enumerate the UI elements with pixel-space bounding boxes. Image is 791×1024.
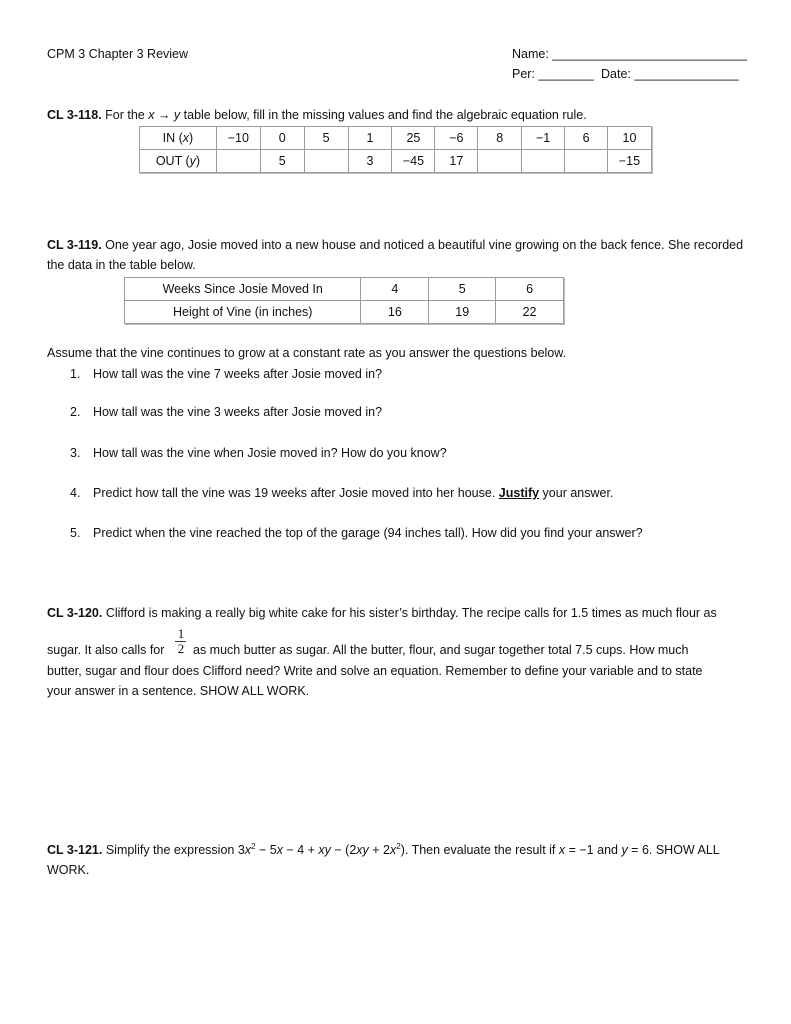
question-number: 5. [70, 526, 81, 540]
weeks-cell: 6 [496, 278, 564, 301]
in-cell: 6 [565, 127, 608, 150]
out-cell: 3 [348, 150, 392, 173]
weeks-header: Weeks Since Josie Moved In [125, 278, 361, 301]
q120-label: CL 3-120. [47, 606, 103, 620]
question-text: How tall was the vine 3 weeks after Josie moved in? [93, 405, 383, 419]
in-cell: −6 [435, 127, 478, 150]
out-cell[interactable] [565, 150, 608, 173]
date-field[interactable]: Date: _______________ [601, 67, 739, 81]
height-header: Height of Vine (in inches) [125, 301, 361, 324]
justify-emphasis: Justify [498, 486, 540, 500]
in-cell: −1 [522, 127, 565, 150]
q119-label: CL 3-119. [47, 238, 102, 252]
weeks-cell: 5 [429, 278, 496, 301]
q120-line1: CL 3-120. Clifford is making a really big white cake for his sister’s birthday. The recipe calls for 1.5 times as much flour as [47, 606, 717, 620]
period-field[interactable]: Per: ________ [512, 67, 595, 81]
fraction-numerator: 1 [177, 626, 185, 641]
arrow-icon: → [154, 108, 174, 122]
q118-prompt: CL 3-118. For the x → y table below, fill in the missing values and find the algebraic equation rule. [47, 108, 587, 122]
weeks-cell: 4 [361, 278, 429, 301]
q118-xy-table [139, 126, 652, 173]
q120-line2a: sugar. It also calls for [47, 643, 165, 657]
table-row-out [140, 150, 652, 173]
out-cell[interactable] [304, 150, 348, 173]
table-row-height [125, 301, 564, 324]
in-cell: 8 [478, 127, 522, 150]
q118-label: CL 3-118. [47, 108, 102, 122]
out-cell[interactable] [478, 150, 522, 173]
table-row-weeks [125, 278, 564, 301]
q120-line4: your answer in a sentence. SHOW ALL WORK. [47, 684, 310, 698]
in-cell: −10 [216, 127, 260, 150]
in-cell: 0 [260, 127, 304, 150]
q121-line2: WORK. [47, 863, 90, 877]
q119-vine-table [124, 277, 564, 324]
q120-line2b: as much butter as sugar. All the butter, flour, and sugar together total 7.5 cups. How much [193, 643, 689, 657]
worksheet-title: CPM 3 Chapter 3 Review [47, 47, 189, 61]
question-number: 2. [70, 405, 81, 419]
height-cell: 19 [429, 301, 496, 324]
out-cell: −15 [607, 150, 651, 173]
height-cell: 22 [496, 301, 564, 324]
out-cell[interactable] [216, 150, 260, 173]
q119-prompt: CL 3-119. One year ago, Josie moved into a new house and noticed a beautiful vine growing on the back fence. She recorded the data in the table below. [47, 238, 744, 272]
q121-label: CL 3-121. [47, 843, 103, 857]
in-cell: 1 [348, 127, 392, 150]
in-cell: 25 [392, 127, 435, 150]
out-cell: 17 [435, 150, 478, 173]
question-number: 4. [70, 486, 81, 500]
question-text: How tall was the vine 7 weeks after Josie moved in? [93, 367, 383, 381]
height-cell: 16 [361, 301, 429, 324]
q121-line1: CL 3-121. Simplify the expression $3x^2 - 5x - 4$ + xy − $(2xy + 2x^2)$. Then evaluate the result if x = −1 and y = 6. SHOW ALL [47, 841, 720, 857]
fraction-denominator: 2 [177, 641, 185, 656]
question-text: Predict when the vine reached the top of the garage (94 inches tall). How did you find your answer? [93, 526, 643, 540]
question-number: 1. [70, 367, 81, 381]
name-field[interactable]: Name: ____________________________ [512, 47, 747, 61]
out-cell: 5 [260, 150, 304, 173]
q120-line3: butter, sugar and flour does Clifford need? Write and solve an equation. Remember to define your variable and to state [47, 664, 703, 678]
in-header: IN (x) [140, 127, 217, 150]
in-cell: 10 [607, 127, 651, 150]
out-header: OUT (y) [140, 150, 217, 173]
question-number: 3. [70, 446, 81, 460]
out-cell[interactable] [522, 150, 565, 173]
out-cell: −45 [392, 150, 435, 173]
question-text: How tall was the vine when Josie moved in? How do you know? [93, 446, 447, 460]
q119-assumption: Assume that the vine continues to grow at a constant rate as you answer the questions below. [47, 346, 567, 360]
in-cell: 5 [304, 127, 348, 150]
table-row-in [140, 127, 652, 150]
question-text: Predict how tall the vine was 19 weeks after Josie moved into her house. Justify your answer. [93, 486, 614, 500]
